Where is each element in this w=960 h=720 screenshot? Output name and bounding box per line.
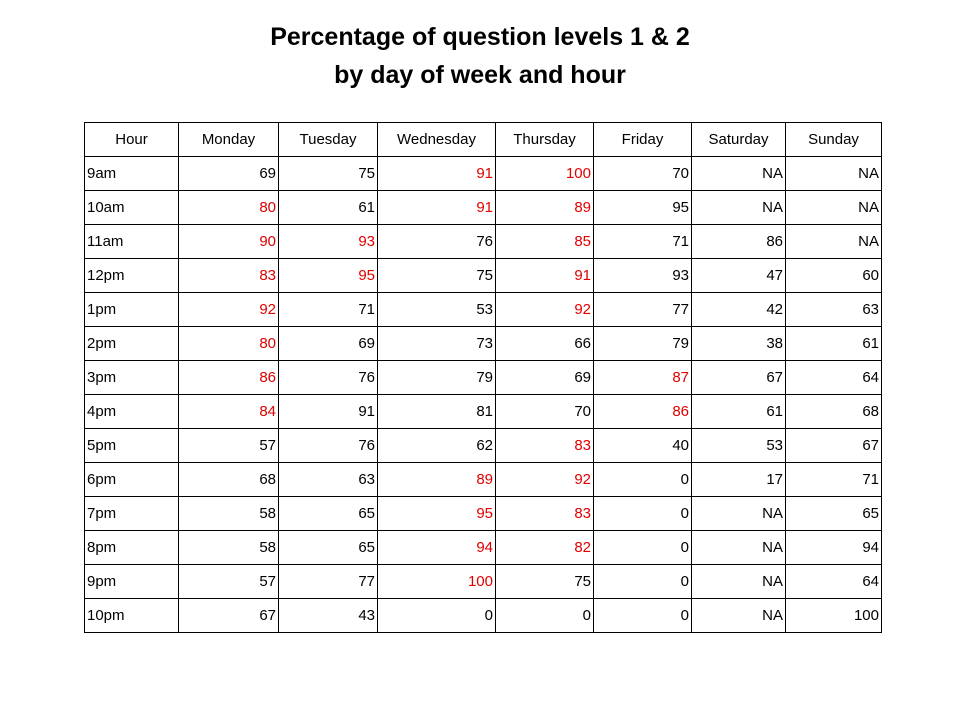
value-cell: 91: [496, 259, 594, 293]
value-cell: 60: [786, 259, 882, 293]
value-cell: 17: [692, 463, 786, 497]
value-cell: 0: [594, 497, 692, 531]
header-tuesday: Tuesday: [279, 123, 378, 157]
table-row: [85, 157, 882, 191]
hour-cell: 3pm: [85, 361, 179, 395]
hour-cell: 9am: [85, 157, 179, 191]
value-cell: 79: [594, 327, 692, 361]
value-cell: 91: [279, 395, 378, 429]
hour-cell: 4pm: [85, 395, 179, 429]
value-cell: 83: [496, 497, 594, 531]
header-saturday: Saturday: [692, 123, 786, 157]
value-cell: 58: [179, 531, 279, 565]
value-cell: 92: [179, 293, 279, 327]
header-sunday: Sunday: [786, 123, 882, 157]
hour-cell: 6pm: [85, 463, 179, 497]
value-cell: NA: [786, 157, 882, 191]
value-cell: 73: [378, 327, 496, 361]
value-cell: 95: [378, 497, 496, 531]
value-cell: NA: [692, 191, 786, 225]
value-cell: 66: [496, 327, 594, 361]
value-cell: 84: [179, 395, 279, 429]
value-cell: 62: [378, 429, 496, 463]
value-cell: 86: [179, 361, 279, 395]
value-cell: 75: [496, 565, 594, 599]
value-cell: NA: [692, 531, 786, 565]
value-cell: 57: [179, 429, 279, 463]
value-cell: 75: [279, 157, 378, 191]
value-cell: 71: [786, 463, 882, 497]
value-cell: 85: [496, 225, 594, 259]
value-cell: 100: [496, 157, 594, 191]
value-cell: 89: [378, 463, 496, 497]
value-cell: 57: [179, 565, 279, 599]
header-hour: Hour: [85, 123, 179, 157]
page-title: [0, 18, 960, 94]
value-cell: 77: [594, 293, 692, 327]
value-cell: 69: [496, 361, 594, 395]
value-cell: NA: [692, 157, 786, 191]
value-cell: 67: [179, 599, 279, 633]
value-cell: NA: [692, 497, 786, 531]
value-cell: 100: [786, 599, 882, 633]
value-cell: 86: [594, 395, 692, 429]
value-cell: NA: [786, 191, 882, 225]
table-body: [85, 157, 882, 633]
value-cell: 0: [594, 463, 692, 497]
table-row: [85, 293, 882, 327]
value-cell: 64: [786, 565, 882, 599]
table-row: [85, 327, 882, 361]
table-row: [85, 599, 882, 633]
value-cell: 67: [786, 429, 882, 463]
value-cell: 83: [179, 259, 279, 293]
value-cell: 71: [594, 225, 692, 259]
value-cell: 76: [279, 429, 378, 463]
table-row: [85, 191, 882, 225]
hour-cell: 10am: [85, 191, 179, 225]
value-cell: 69: [279, 327, 378, 361]
value-cell: 0: [594, 599, 692, 633]
value-cell: 0: [378, 599, 496, 633]
table-row: [85, 395, 882, 429]
value-cell: 92: [496, 293, 594, 327]
value-cell: 42: [692, 293, 786, 327]
value-cell: 76: [279, 361, 378, 395]
table-row: [85, 361, 882, 395]
value-cell: 68: [179, 463, 279, 497]
value-cell: 94: [378, 531, 496, 565]
value-cell: 76: [378, 225, 496, 259]
value-cell: 91: [378, 157, 496, 191]
title-line-2: by day of week and hour: [334, 61, 626, 89]
table-row: [85, 259, 882, 293]
header-thursday: Thursday: [496, 123, 594, 157]
value-cell: 0: [496, 599, 594, 633]
value-cell: 81: [378, 395, 496, 429]
value-cell: 90: [179, 225, 279, 259]
value-cell: 80: [179, 327, 279, 361]
value-cell: 70: [594, 157, 692, 191]
hour-cell: 8pm: [85, 531, 179, 565]
value-cell: 53: [378, 293, 496, 327]
value-cell: 92: [496, 463, 594, 497]
value-cell: 100: [378, 565, 496, 599]
header-wednesday: Wednesday: [378, 123, 496, 157]
value-cell: 64: [786, 361, 882, 395]
value-cell: NA: [692, 565, 786, 599]
value-cell: 38: [692, 327, 786, 361]
hour-cell: 11am: [85, 225, 179, 259]
value-cell: 75: [378, 259, 496, 293]
table-row: [85, 225, 882, 259]
value-cell: 89: [496, 191, 594, 225]
hour-cell: 5pm: [85, 429, 179, 463]
table-row: [85, 497, 882, 531]
hour-cell: 10pm: [85, 599, 179, 633]
value-cell: 61: [692, 395, 786, 429]
value-cell: 63: [786, 293, 882, 327]
value-cell: 0: [594, 565, 692, 599]
value-cell: 95: [594, 191, 692, 225]
hour-cell: 2pm: [85, 327, 179, 361]
value-cell: 93: [594, 259, 692, 293]
header-row: [85, 123, 882, 157]
value-cell: 77: [279, 565, 378, 599]
value-cell: 40: [594, 429, 692, 463]
value-cell: 86: [692, 225, 786, 259]
value-cell: 82: [496, 531, 594, 565]
header-monday: Monday: [179, 123, 279, 157]
value-cell: 65: [786, 497, 882, 531]
value-cell: 79: [378, 361, 496, 395]
value-cell: 65: [279, 497, 378, 531]
header-friday: Friday: [594, 123, 692, 157]
value-cell: 61: [786, 327, 882, 361]
value-cell: 67: [692, 361, 786, 395]
hour-cell: 9pm: [85, 565, 179, 599]
value-cell: 70: [496, 395, 594, 429]
table-row: [85, 463, 882, 497]
value-cell: 61: [279, 191, 378, 225]
value-cell: NA: [786, 225, 882, 259]
value-cell: 69: [179, 157, 279, 191]
value-cell: 95: [279, 259, 378, 293]
value-cell: 94: [786, 531, 882, 565]
value-cell: 91: [378, 191, 496, 225]
hour-cell: 12pm: [85, 259, 179, 293]
value-cell: 93: [279, 225, 378, 259]
value-cell: 65: [279, 531, 378, 565]
table-row: [85, 429, 882, 463]
value-cell: 47: [692, 259, 786, 293]
data-table: [84, 122, 882, 633]
value-cell: 43: [279, 599, 378, 633]
table-row: [85, 565, 882, 599]
value-cell: NA: [692, 599, 786, 633]
hour-cell: 1pm: [85, 293, 179, 327]
value-cell: 68: [786, 395, 882, 429]
value-cell: 83: [496, 429, 594, 463]
table-row: [85, 531, 882, 565]
value-cell: 80: [179, 191, 279, 225]
value-cell: 53: [692, 429, 786, 463]
value-cell: 0: [594, 531, 692, 565]
value-cell: 87: [594, 361, 692, 395]
value-cell: 63: [279, 463, 378, 497]
title-line-1: Percentage of question levels 1 & 2: [270, 23, 690, 51]
hour-cell: 7pm: [85, 497, 179, 531]
value-cell: 58: [179, 497, 279, 531]
value-cell: 71: [279, 293, 378, 327]
